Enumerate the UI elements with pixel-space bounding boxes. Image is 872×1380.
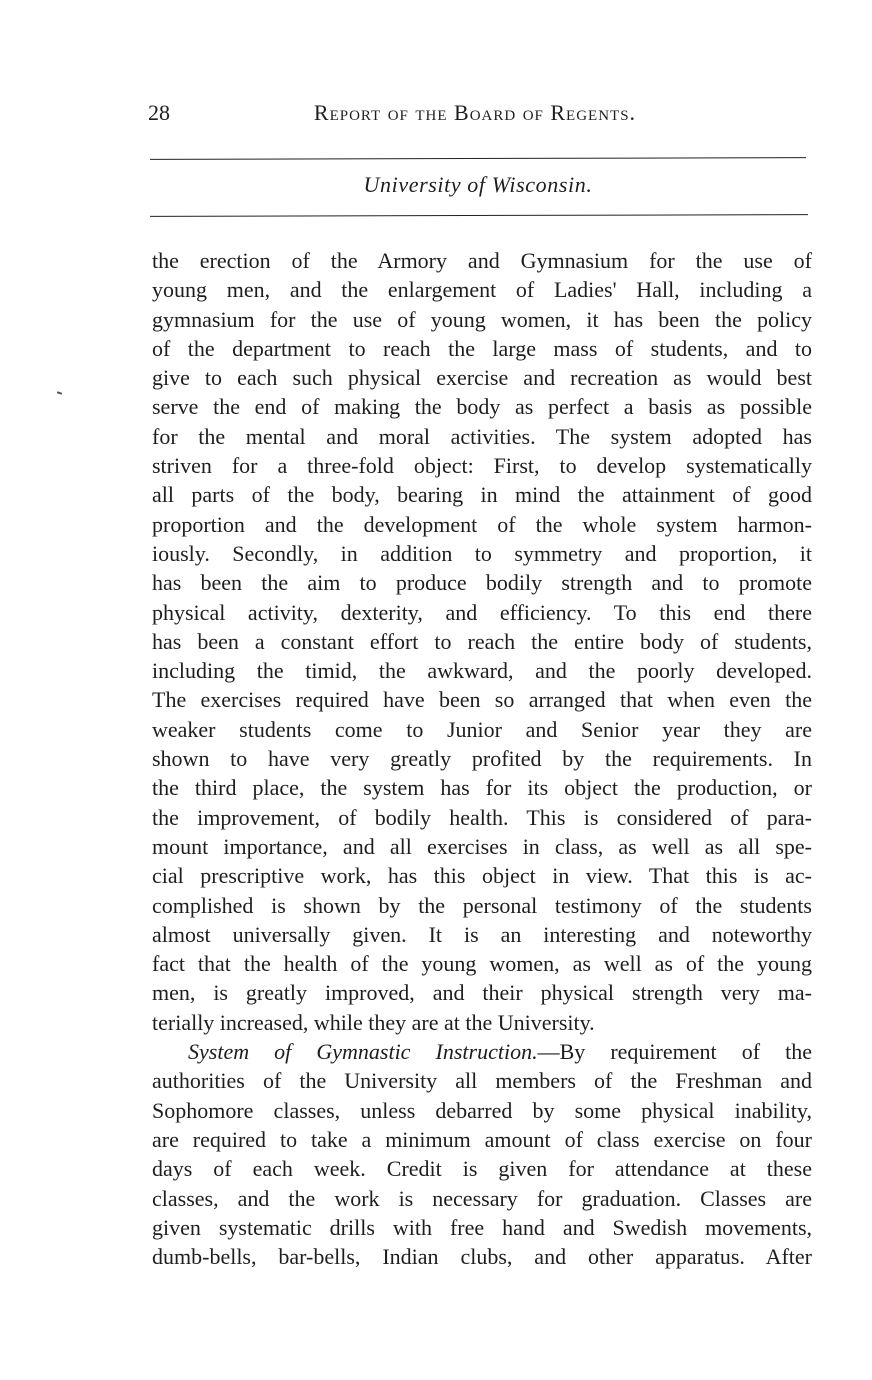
top-rule [150,157,806,160]
text-line: given systematic drills with free hand and Swedish movements, [152,1214,812,1240]
text-line: almost universally given. It is an interesting and noteworthy [152,921,812,947]
text-line: of the department to reach the large mass of students, and to [152,335,812,361]
text-line: men, is greatly improved, and their physical strength very ma- [152,980,812,1006]
text-line: give to each such physical exercise and recreation as would best [152,365,812,391]
paragraph-1 [152,246,812,1037]
text-line: weaker students come to Junior and Senior year they are [152,716,812,742]
text-line: all parts of the body, bearing in mind the attainment of good [152,482,812,508]
text-line: Sophomore classes, unless debarred by some physical inability, [152,1097,812,1123]
text-line: proportion and the development of the whole system harmon- [152,511,812,537]
text-line: young men, and the enlargement of Ladies' Hall, including a [152,277,812,303]
text-line: striven for a three-fold object: First, to develop systematically [152,453,812,479]
text-line [152,1037,812,1066]
running-head: Report of the Board of Regents. [313,100,637,125]
paragraph-2 [152,1037,812,1271]
section-title: University of Wisconsin. [363,172,593,197]
body-text [152,246,812,1271]
text-line: gymnasium for the use of young women, it has been the policy [152,306,812,332]
text-line: authorities of the University all members of the Freshman and [152,1068,812,1094]
text-line: for the mental and moral activities. The system adopted has [152,423,812,449]
text-line: mount importance, and all exercises in class, as well as all spe- [152,833,812,859]
text-line: physical activity, dexterity, and efficiency. To this end there [152,599,812,625]
text-line: cial prescriptive work, has this object in view. That this is ac- [152,863,812,889]
text-line: fact that the health of the young women, as well as of the young [152,951,812,977]
text-line: shown to have very greatly profited by the requirements. In [152,746,812,772]
text-line: classes, and the work is necessary for graduation. Classes are [152,1185,812,1211]
stray-mark [57,391,62,395]
text-line: serve the end of making the body as perfect a basis as possible [152,394,812,420]
text-line: the improvement, of bodily health. This is considered of para- [152,804,812,830]
text-line: complished is shown by the personal testimony of the students [152,892,812,918]
page-number: 28 [148,100,170,125]
text-line: are required to take a minimum amount of class exercise on four [152,1126,812,1152]
text-line: has been a constant effort to reach the entire body of students, [152,628,812,654]
text-line: including the timid, the awkward, and the poorly developed. [152,658,812,684]
paragraph-heading: System of Gymnastic Instruction. [188,1039,538,1065]
bottom-rule [150,214,808,217]
paragraph-heading-continuation: —By requirement of the [537,1039,812,1065]
text-line: has been the aim to produce bodily strength and to promote [152,570,812,596]
text-line: days of each week. Credit is given for attendance at these [152,1156,812,1182]
text-line: the third place, the system has for its object the production, or [152,775,812,801]
text-line: dumb-bells, bar-bells, Indian clubs, and other apparatus. After [152,1244,812,1270]
text-line: terially increased, while they are at the University. [152,1009,595,1035]
text-line: the erection of the Armory and Gymnasium for the use of [152,248,812,273]
text-line: The exercises required have been so arranged that when even the [152,687,812,713]
text-line: iously. Secondly, in addition to symmetry and proportion, it [152,540,812,566]
